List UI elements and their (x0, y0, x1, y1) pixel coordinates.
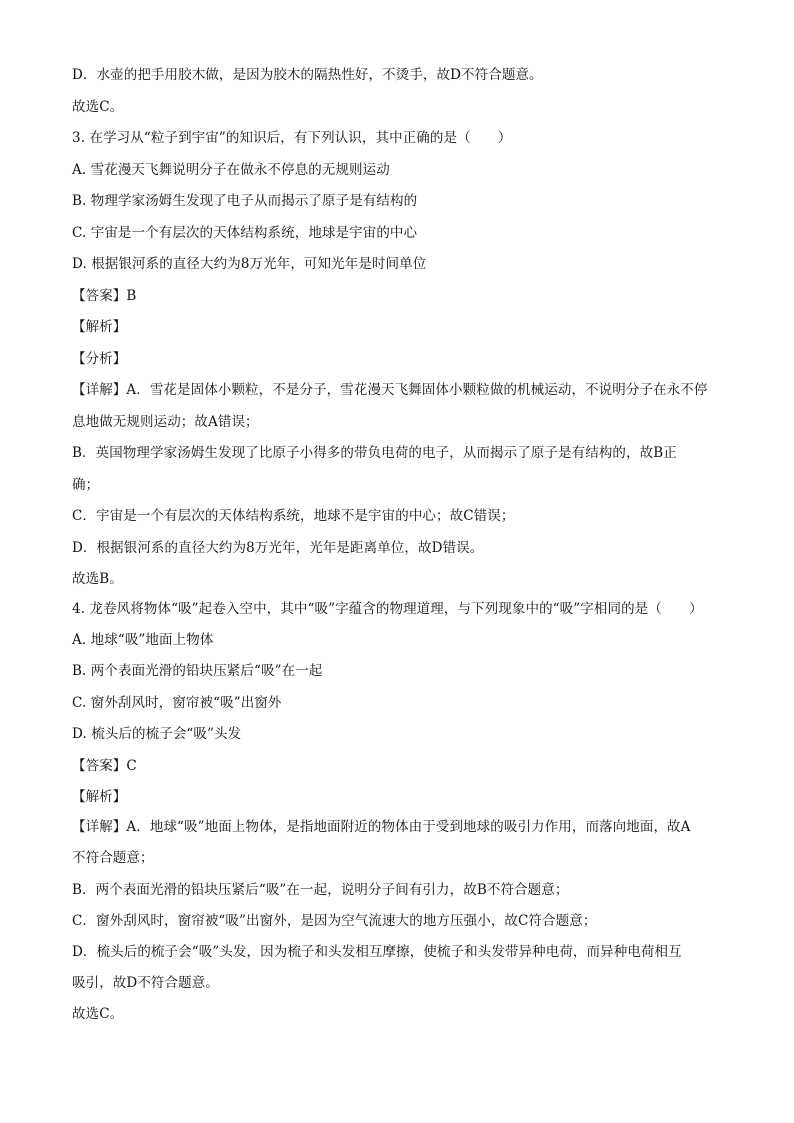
question-3-option-d: D. 根据银河系的直径大约为8万光年，可知光年是时间单位 (72, 256, 427, 272)
question-3-option-c: C. 宇宙是一个有层次的天体结构系统，地球是宇宙的中心 (72, 225, 418, 241)
analysis-sub-label: 【分析】 (72, 351, 127, 367)
explanation-line: 不符合题意； (72, 850, 154, 866)
question-4-option-d: D. 梳头后的梳子会“吸”头发 (72, 726, 242, 742)
answer-label: 【答案】C (72, 758, 137, 774)
question-4-option-c: C. 窗外刮风时，窗帘被“吸”出窗外 (72, 695, 282, 711)
analysis-label: 【解析】 (72, 319, 127, 335)
explanation-line: 吸引，故D不符合题意。 (72, 975, 219, 991)
text-line: D．水壶的把手用胶木做，是因为胶木的隔热性好，不烫手，故D不符合题意。 (72, 67, 543, 83)
question-4-stem: 4. 龙卷风将物体“吸”起卷入空中，其中“吸”字蕴含的物理道理，与下列现象中的“吸”字相同的是（ ） (72, 601, 703, 617)
explanation-line: 确； (72, 477, 100, 493)
explanation-line: 息地做无规则运动；故A错误； (72, 414, 259, 430)
explanation-line: D．梳头后的梳子会“吸”头发，因为梳子和头发相互摩擦，使梳子和头发带异种电荷，而异种电荷相互 (72, 944, 682, 960)
explanation-line: 【详解】A．雪花是固体小颗粒，不是分子，雪花漫天飞舞固体小颗粒做的机械运动，不说明分子在永不停 (72, 382, 708, 398)
question-3-stem: 3. 在学习从“粒子到宇宙”的知识后，有下列认识，其中正确的是（ ） (72, 130, 512, 146)
explanation-line: 【详解】A．地球“吸”地面上物体，是指地面附近的物体由于受到地球的吸引力作用，而落向地面，故A (72, 819, 691, 835)
explanation-line: B．英国物理学家汤姆生发现了比原子小得多的带负电荷的电子，从而揭示了原子是有结构的，故B正 (72, 445, 677, 461)
answer-label: 【答案】B (72, 288, 137, 304)
conclusion-line: 故选B。 (72, 571, 123, 587)
conclusion-line: 故选C。 (72, 1006, 124, 1022)
analysis-label: 【解析】 (72, 789, 127, 805)
explanation-line: C．宇宙是一个有层次的天体结构系统，地球不是宇宙的中心；故C错误； (72, 508, 515, 524)
question-4-option-b: B. 两个表面光滑的铅块压紧后“吸”在一起 (72, 663, 323, 679)
explanation-line: D．根据银河系的直径大约为8万光年，光年是距离单位，故D错误。 (72, 540, 484, 556)
question-3-option-a: A. 雪花漫天飞舞说明分子在做永不停息的无规则运动 (72, 162, 390, 178)
question-3-option-b: B. 物理学家汤姆生发现了电子从而揭示了原子是有结构的 (72, 193, 418, 209)
explanation-line: C．窗外刮风时，窗帘被“吸”出窗外，是因为空气流速大的地方压强小，故C符合题意； (72, 913, 597, 929)
text-line: 故选C。 (72, 99, 124, 115)
question-4-option-a: A. 地球“吸”地面上物体 (72, 632, 214, 648)
explanation-line: B．两个表面光滑的铅块压紧后“吸”在一起，说明分子间有引力，故B不符合题意； (72, 882, 569, 898)
